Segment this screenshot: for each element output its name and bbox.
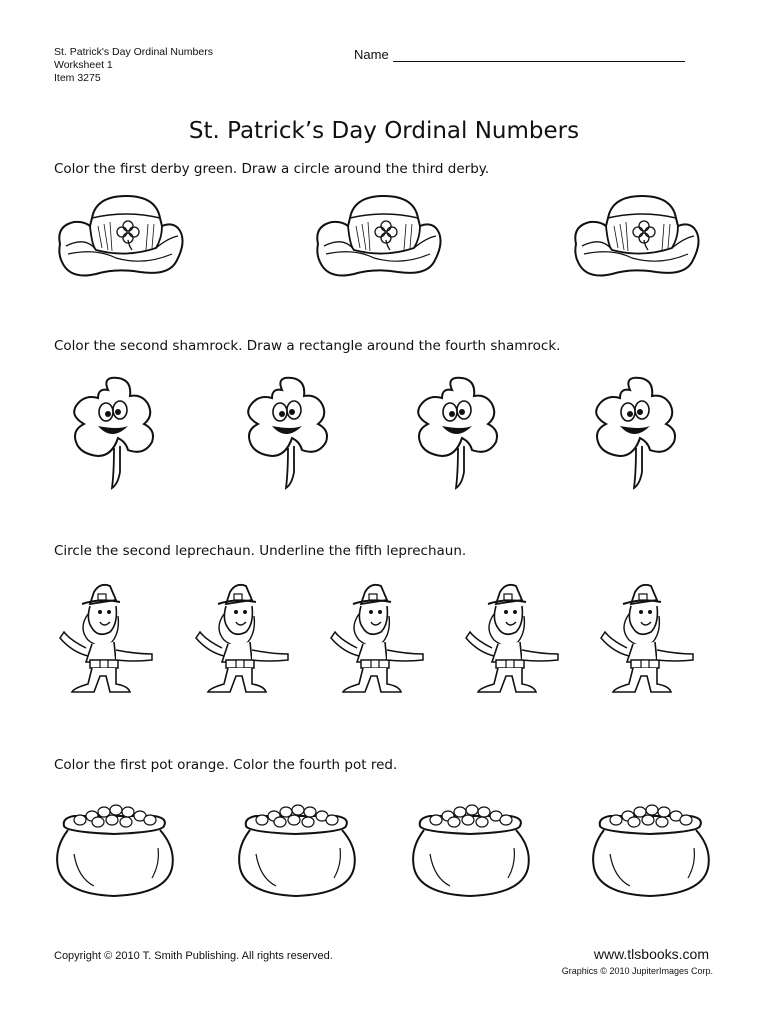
shamrock-icon: [580, 372, 690, 496]
graphics-credit: Graphics © 2010 JupiterImages Corp.: [561, 966, 713, 976]
name-field: [354, 47, 685, 62]
worksheet-number: Worksheet 1: [54, 59, 113, 71]
pot-of-gold-icon: [590, 800, 714, 904]
derby-hat-icon: [570, 192, 706, 288]
leprechaun-icon: [192, 580, 294, 700]
name-blank-line[interactable]: [393, 47, 685, 62]
derby-instruction: Color the first derby green. Draw a circle around the third derby.: [54, 161, 490, 177]
name-label: Name: [354, 47, 389, 62]
worksheet-info: [54, 46, 213, 85]
leprechaun-icon: [327, 580, 429, 700]
worksheet-series: St. Patrick's Day Ordinal Numbers: [54, 46, 213, 58]
website-link[interactable]: www.tlsbooks.com: [593, 946, 709, 962]
shamrock-icon: [58, 372, 168, 496]
copyright-notice: Copyright © 2010 T. Smith Publishing. All rights reserved.: [54, 950, 333, 962]
pot-of-gold-icon: [410, 800, 534, 904]
derby-hat-icon: [312, 192, 448, 288]
pot-of-gold-icon: [54, 800, 178, 904]
leprechaun-instruction: Circle the second leprechaun. Underline the fifth leprechaun.: [54, 543, 467, 559]
leprechaun-icon: [56, 580, 158, 700]
shamrock-icon: [402, 372, 512, 496]
page-title: St. Patrick’s Day Ordinal Numbers: [188, 118, 580, 144]
item-number: Item 3275: [54, 72, 101, 84]
leprechaun-icon: [597, 580, 699, 700]
shamrock-instruction: Color the second shamrock. Draw a rectangle around the fourth shamrock.: [54, 338, 561, 354]
pot-instruction: Color the first pot orange. Color the fourth pot red.: [54, 757, 398, 773]
derby-hat-icon: [54, 192, 190, 288]
leprechaun-icon: [462, 580, 564, 700]
shamrock-icon: [232, 372, 342, 496]
pot-of-gold-icon: [236, 800, 360, 904]
